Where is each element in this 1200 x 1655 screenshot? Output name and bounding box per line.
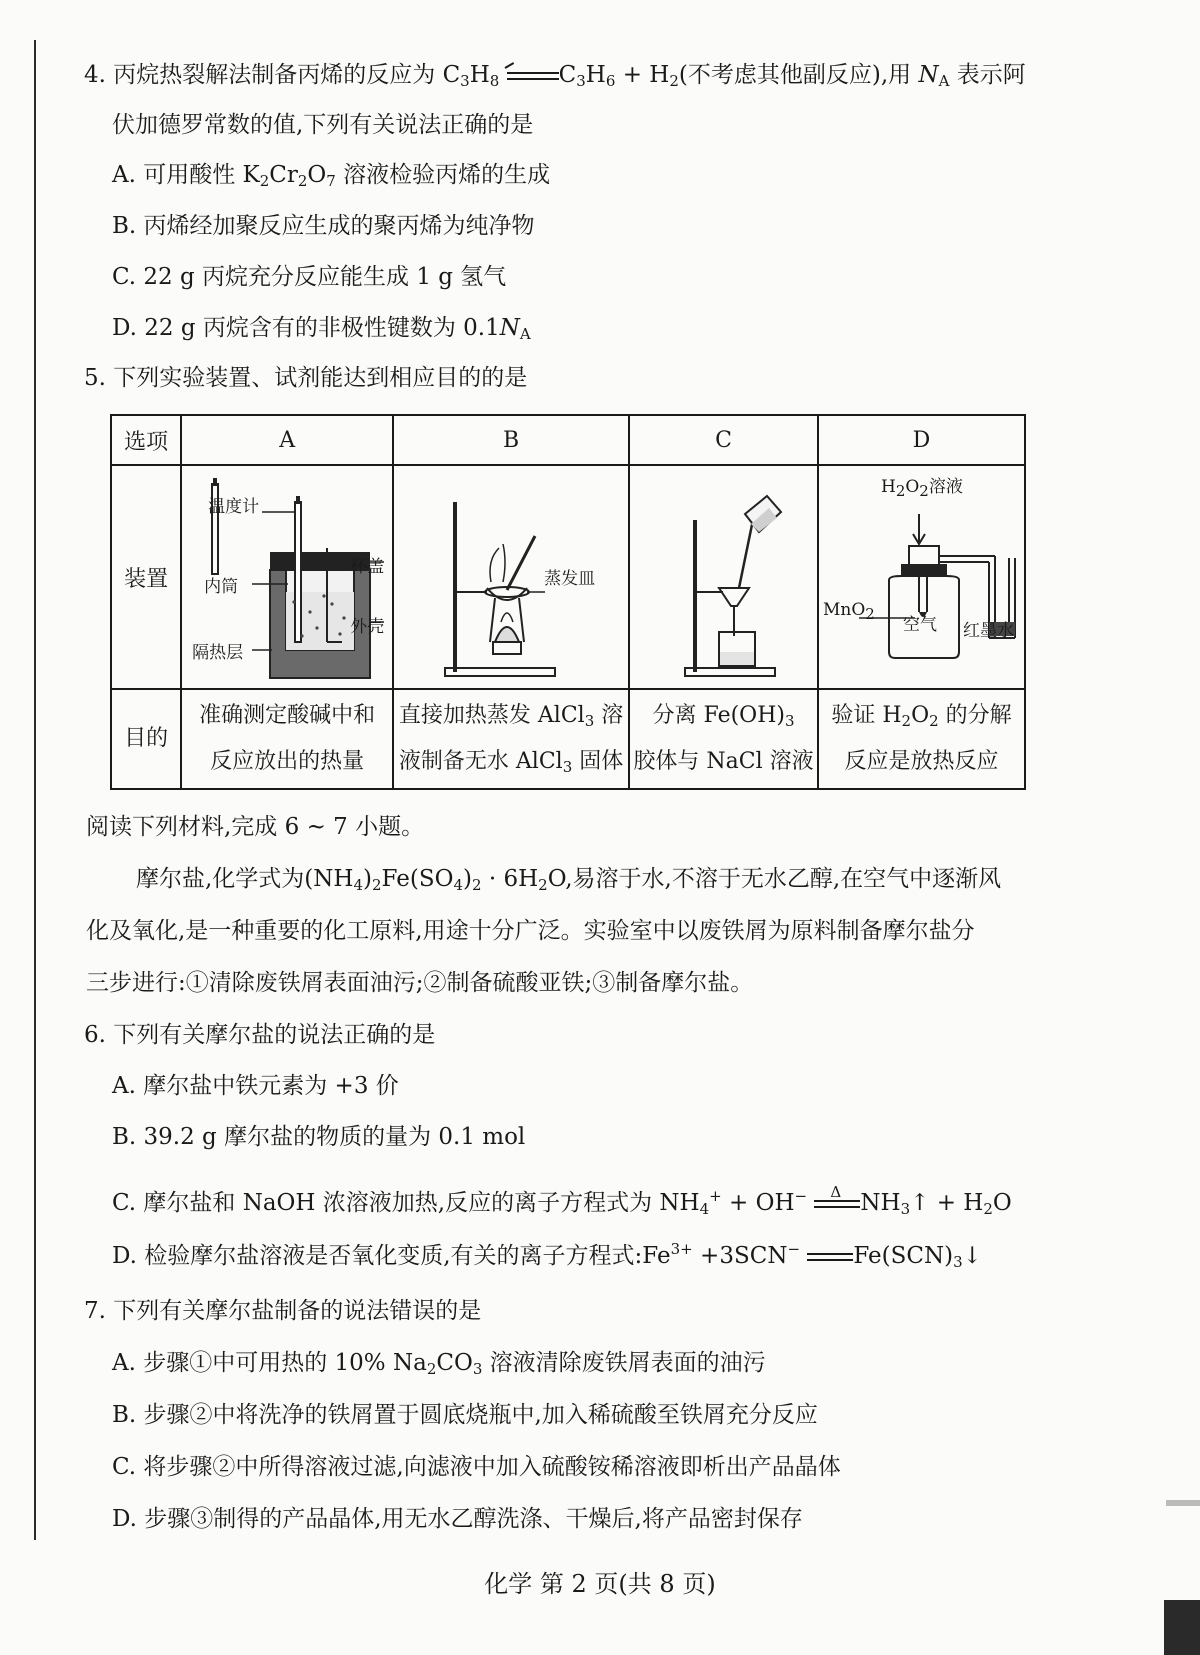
header-c: C (629, 415, 818, 465)
q4-option-c: C. 22 g 丙烷充分反应能生成 1 g 氢气 (112, 264, 507, 290)
material-p2: 化及氧化,是一种重要的化工原料,用途十分广泛。实验室中以废铁屑为原料制备摩尔盐分 (86, 918, 975, 944)
label-shell: 外壳 (350, 617, 385, 637)
header-b: B (393, 415, 629, 465)
q7-option-c: C. 将步骤②中所得溶液过滤,向滤液中加入硫酸铵稀溶液即析出产品晶体 (112, 1454, 841, 1480)
q7-option-d: D. 步骤③制得的产品晶体,用无水乙醇洗涤、干燥后,将产品密封保存 (112, 1506, 803, 1532)
q4-stem-line2: 伏加德罗常数的值,下列有关说法正确的是 (112, 112, 534, 138)
heat-equals-icon: Δ (814, 1194, 860, 1214)
q7-option-a: A. 步骤①中可用热的 10% $Na_2CO_3$ 溶液清除废铁屑表面的油污 (112, 1350, 766, 1378)
q5-stem: 5. 下列实验装置、试剂能达到相应目的的是 (84, 365, 528, 391)
q7-option-b: B. 步骤②中将洗净的铁屑置于圆底烧瓶中,加入稀硫酸至铁屑充分反应 (112, 1402, 818, 1428)
q4-option-a: A. 可用酸性 $K_2Cr_2O_7$ 溶液检验丙烯的生成 (112, 162, 551, 190)
apparatus-c (629, 465, 818, 689)
row-label-purpose: 目的 (111, 689, 181, 789)
filtration-diagram (631, 472, 816, 682)
page-footer: 化学 第 2 页(共 8 页) (484, 1570, 716, 1598)
label-inner-cylinder: 内筒 (204, 577, 239, 597)
header-option: 选项 (111, 415, 181, 465)
apparatus-a (181, 465, 393, 689)
label-mno2: MnO$_2$ (822, 600, 875, 623)
q7-stem: 7. 下列有关摩尔盐制备的说法错误的是 (84, 1298, 482, 1324)
label-lid: 杯盖 (350, 557, 385, 577)
q6-option-b: B. 39.2 g 摩尔盐的物质的量为 0.1 mol (112, 1124, 526, 1150)
purpose-a: 准确测定酸碱中和 反应放出的热量 (181, 689, 393, 789)
q6-option-d: D. 检验摩尔盐溶液是否氧化变质,有关的离子方程式$:Fe^{3+} +3SCN^-$ $Fe(SCN)_3↓$ (112, 1240, 982, 1271)
label-red-ink: 红墨水 (962, 621, 1014, 641)
apparatus-d (818, 465, 1025, 689)
q6-stem: 6. 下列有关摩尔盐的说法正确的是 (84, 1022, 436, 1048)
label-evaporating-dish: 蒸发皿 (544, 569, 596, 589)
q4-option-b: B. 丙烯经加聚反应生成的聚丙烯为纯净物 (112, 213, 535, 239)
q4-option-d: D. 22 g 丙烷含有的非极性键数为 $0.1N_A$ (112, 315, 531, 343)
label-insulation: 隔热层 (192, 643, 244, 663)
q6-option-a: A. 摩尔盐中铁元素为 +3 价 (112, 1073, 399, 1099)
material-intro: 阅读下列材料,完成 6 ~ 7 小题。 (86, 814, 425, 840)
h2o2-decomposition-diagram (819, 472, 1024, 682)
q6-option-c: C. 摩尔盐和 NaOH 浓溶液加热,反应的离子方程式为 $NH_4^+ + OH^-$ Δ $NH_3↑ + H_2O$ (112, 1183, 1012, 1218)
scan-artifact (1164, 1600, 1200, 1655)
scan-artifact (1166, 1500, 1200, 1506)
q5-table (110, 414, 1026, 790)
reversible-arrow-icon (507, 66, 559, 86)
row-label-device: 装置 (111, 465, 181, 689)
purpose-b: 直接加热蒸发 AlCl$_3$ 溶 液制备无水 AlCl$_3$ 固体 (393, 689, 629, 789)
purpose-d: 验证 $H_2O_2$ 的分解 反应是放热反应 (818, 689, 1025, 789)
label-thermometer: 温度计 (208, 497, 260, 517)
label-h2o2-solution: $H_2O_2$溶液 (880, 477, 963, 500)
q4-stem-line1: 4. 丙烷热裂解法制备丙烯的反应为 $C_3H_8$ $C_3H_6 + H_2$(不考虑其他副反应),用 $N_A$ 表示阿 (84, 62, 1026, 90)
apparatus-b (393, 465, 629, 689)
label-air: 空气 (902, 615, 937, 635)
material-p3: 三步进行:①清除废铁屑表面油污;②制备硫酸亚铁;③制备摩尔盐。 (86, 970, 754, 996)
equals-icon (807, 1247, 853, 1267)
purpose-c: 分离 $Fe(OH)_3$ 胶体与 NaCl 溶液 (629, 689, 818, 789)
header-d: D (818, 415, 1025, 465)
material-p1: 摩尔盐,化学式为$(NH_4)_2Fe(SO_4)_2 \cdot 6H_2O$,易溶于水,不溶于无水乙醇,在空气中逐渐风 (136, 866, 1002, 894)
header-a: A (181, 415, 393, 465)
left-margin-line (34, 40, 36, 1540)
